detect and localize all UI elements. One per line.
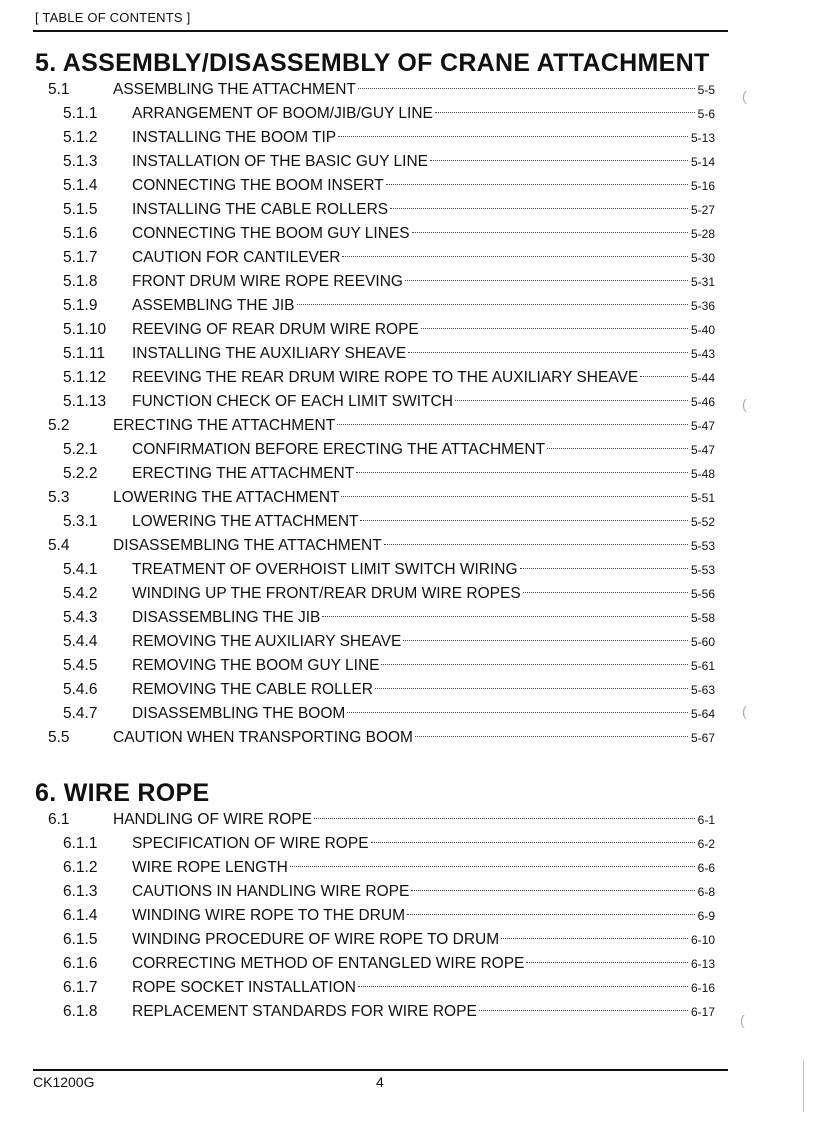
- entry-number: 5.1.7: [63, 249, 98, 266]
- entry-number: 5.2: [48, 417, 70, 434]
- entry-page: 5-36: [690, 299, 715, 313]
- entry-number: 5.1.11: [63, 345, 105, 362]
- entry-number: 5.4.5: [63, 657, 98, 674]
- dot-leader: [526, 962, 688, 963]
- entry-line: [132, 366, 715, 390]
- toc-entry[interactable]: [35, 462, 715, 486]
- toc-entry[interactable]: [35, 270, 715, 294]
- toc-entry[interactable]: [35, 222, 715, 246]
- entry-title: HANDLING OF WIRE ROPE: [113, 811, 312, 828]
- toc-entry[interactable]: [35, 366, 715, 390]
- entry-title: FUNCTION CHECK OF EACH LIMIT SWITCH: [132, 393, 453, 410]
- entry-page: 5-53: [690, 539, 715, 553]
- entry-line: [132, 198, 715, 222]
- entry-title: DISASSEMBLING THE JIB: [132, 609, 321, 626]
- entry-number: 5.1.2: [63, 129, 98, 146]
- entry-number: 5.4.3: [63, 609, 98, 626]
- entry-page: 5-58: [690, 611, 715, 625]
- entry-number: 5.1.10: [63, 321, 107, 338]
- toc-entry[interactable]: [35, 702, 715, 726]
- dot-leader: [479, 1010, 688, 1011]
- dot-leader: [386, 184, 688, 185]
- entry-page: 6-1: [697, 813, 715, 827]
- toc-entry[interactable]: [35, 414, 715, 438]
- entry-title: WINDING PROCEDURE OF WIRE ROPE TO DRUM: [132, 931, 500, 948]
- dot-leader: [435, 112, 695, 113]
- entry-page: 5-16: [690, 179, 715, 193]
- toc-entry[interactable]: [35, 678, 715, 702]
- footer-model: CK1200G: [33, 1074, 95, 1090]
- dot-leader: [358, 88, 695, 89]
- dot-leader: [381, 664, 687, 665]
- margin-mark: (: [742, 88, 747, 104]
- entry-page: 5-13: [690, 131, 715, 145]
- entry-title: CONFIRMATION BEFORE ERECTING THE ATTACHMENT: [132, 441, 546, 458]
- section-title: 5. ASSEMBLY/DISASSEMBLY OF CRANE ATTACHMENT: [35, 49, 710, 77]
- dot-leader: [520, 568, 688, 569]
- entry-title: CAUTIONS IN HANDLING WIRE ROPE: [132, 883, 410, 900]
- footer-divider: [33, 1069, 728, 1071]
- toc-entry[interactable]: [35, 808, 715, 832]
- entry-line: [132, 222, 715, 246]
- toc-entry[interactable]: [35, 654, 715, 678]
- entry-title: REMOVING THE CABLE ROLLER: [132, 681, 373, 698]
- entry-line: [113, 808, 715, 832]
- toc-entry[interactable]: [35, 510, 715, 534]
- toc-entry[interactable]: [35, 174, 715, 198]
- toc-entry[interactable]: [35, 438, 715, 462]
- entry-number: 6.1.2: [63, 859, 98, 876]
- entry-number: 5.1.12: [63, 369, 107, 386]
- entry-number: 5.1.1: [63, 105, 98, 122]
- toc-entry[interactable]: [35, 246, 715, 270]
- dot-leader: [341, 496, 687, 497]
- entry-number: 5.1.6: [63, 225, 98, 242]
- entry-page: 5-51: [690, 491, 715, 505]
- entry-title: TREATMENT OF OVERHOIST LIMIT SWITCH WIRING: [132, 561, 518, 578]
- dot-leader: [356, 472, 688, 473]
- entry-number: 5.4.1: [63, 561, 98, 578]
- entry-page: 6-10: [690, 933, 715, 947]
- entry-line: [132, 1000, 715, 1024]
- entry-title: REPLACEMENT STANDARDS FOR WIRE ROPE: [132, 1003, 477, 1020]
- entry-page: 6-13: [690, 957, 715, 971]
- entry-line: [132, 174, 715, 198]
- toc-entry[interactable]: [35, 832, 715, 856]
- toc-entry[interactable]: [35, 318, 715, 342]
- margin-mark: (: [742, 396, 747, 412]
- dot-leader: [547, 448, 688, 449]
- dot-leader: [297, 304, 688, 305]
- dot-leader: [342, 256, 688, 257]
- entry-number: 5.2.2: [63, 465, 98, 482]
- entry-number: 6.1.8: [63, 1003, 98, 1020]
- entry-number: 5.1.5: [63, 201, 98, 218]
- dot-leader: [421, 328, 688, 329]
- toc-entry[interactable]: [35, 342, 715, 366]
- entry-title: REMOVING THE AUXILIARY SHEAVE: [132, 633, 402, 650]
- entry-title: INSTALLATION OF THE BASIC GUY LINE: [132, 153, 429, 170]
- entry-title: INSTALLING THE AUXILIARY SHEAVE: [132, 345, 407, 362]
- toc-entry[interactable]: [35, 880, 715, 904]
- entry-line: [132, 102, 715, 126]
- entry-number: 5.1.8: [63, 273, 98, 290]
- entry-number: 6.1: [48, 811, 70, 828]
- page-edge-mark: [803, 1060, 804, 1112]
- entry-page: 5-63: [690, 683, 715, 697]
- toc-entry[interactable]: [35, 606, 715, 630]
- toc-entry[interactable]: [35, 582, 715, 606]
- entry-page: 5-27: [690, 203, 715, 217]
- entry-page: 6-8: [697, 885, 715, 899]
- dot-leader: [358, 986, 688, 987]
- entry-title: CONNECTING THE BOOM GUY LINES: [132, 225, 410, 242]
- toc-entry[interactable]: [35, 390, 715, 414]
- dot-leader: [412, 232, 688, 233]
- section-6: [35, 778, 715, 1024]
- toc-entry[interactable]: [35, 486, 715, 510]
- entry-title: ERECTING THE ATTACHMENT: [132, 465, 355, 482]
- entry-line: [132, 270, 715, 294]
- toc-entry[interactable]: [35, 928, 715, 952]
- toc-entry[interactable]: [35, 198, 715, 222]
- entry-title: FRONT DRUM WIRE ROPE REEVING: [132, 273, 403, 290]
- entry-title: LOWERING THE ATTACHMENT: [113, 489, 340, 506]
- entry-number: 5.4.7: [63, 705, 98, 722]
- entry-line: [132, 294, 715, 318]
- entry-page: 5-47: [690, 443, 715, 457]
- entry-page: 5-61: [690, 659, 715, 673]
- entry-number: 5.1.3: [63, 153, 98, 170]
- toc-list: [35, 808, 715, 1024]
- dot-leader: [408, 352, 688, 353]
- entry-line: [132, 438, 715, 462]
- entry-title: ERECTING THE ATTACHMENT: [113, 417, 336, 434]
- entry-title: INSTALLING THE CABLE ROLLERS: [132, 201, 389, 218]
- entry-line: [132, 342, 715, 366]
- dot-leader: [338, 136, 688, 137]
- entry-number: 5.1.4: [63, 177, 98, 194]
- section-5: [35, 48, 715, 750]
- entry-line: [132, 832, 715, 856]
- entry-number: 6.1.4: [63, 907, 98, 924]
- entry-line: [132, 246, 715, 270]
- footer-page-number: 4: [376, 1074, 384, 1090]
- toc-entry[interactable]: [35, 856, 715, 880]
- entry-page: 5-30: [690, 251, 715, 265]
- entry-title: REEVING THE REAR DRUM WIRE ROPE TO THE AUXILIARY SHEAVE: [132, 369, 639, 386]
- dot-leader: [337, 424, 688, 425]
- entry-page: 5-46: [690, 395, 715, 409]
- entry-title: WINDING WIRE ROPE TO THE DRUM: [132, 907, 405, 924]
- entry-line: [132, 150, 715, 174]
- dot-leader: [314, 818, 695, 819]
- entry-title: WIRE ROPE LENGTH: [132, 859, 288, 876]
- entry-line: [132, 630, 715, 654]
- header-label: [ TABLE OF CONTENTS ]: [35, 10, 191, 25]
- dot-leader: [501, 938, 688, 939]
- dot-leader: [405, 280, 688, 281]
- toc-entry[interactable]: [35, 294, 715, 318]
- entry-line: [132, 558, 715, 582]
- entry-number: 5.2.1: [63, 441, 98, 458]
- entry-line: [132, 880, 715, 904]
- entry-page: 5-43: [690, 347, 715, 361]
- dot-leader: [411, 890, 694, 891]
- toc-entry[interactable]: [35, 976, 715, 1000]
- dot-leader: [415, 736, 688, 737]
- entry-line: [132, 390, 715, 414]
- toc-entry[interactable]: [35, 78, 715, 102]
- entry-number: 5.1: [48, 81, 70, 98]
- entry-page: 5-60: [690, 635, 715, 649]
- entry-line: [132, 702, 715, 726]
- dot-leader: [430, 160, 688, 161]
- entry-number: 5.4.6: [63, 681, 98, 698]
- toc-entry[interactable]: [35, 126, 715, 150]
- entry-line: [132, 976, 715, 1000]
- entry-page: 5-67: [690, 731, 715, 745]
- dot-leader: [455, 400, 688, 401]
- entry-page: 5-44: [690, 371, 715, 385]
- entry-title: CONNECTING THE BOOM INSERT: [132, 177, 384, 194]
- entry-line: [132, 904, 715, 928]
- dot-leader: [360, 520, 687, 521]
- dot-leader: [523, 592, 688, 593]
- entry-number: 6.1.1: [63, 835, 98, 852]
- entry-title: ROPE SOCKET INSTALLATION: [132, 979, 356, 996]
- section-title: 6. WIRE ROPE: [35, 779, 210, 807]
- entry-page: 5-52: [690, 515, 715, 529]
- entry-title: CAUTION FOR CANTILEVER: [132, 249, 341, 266]
- entry-title: DISASSEMBLING THE ATTACHMENT: [113, 537, 382, 554]
- toc-entry[interactable]: [35, 726, 715, 750]
- entry-line: [132, 654, 715, 678]
- dot-leader: [347, 712, 688, 713]
- entry-title: ASSEMBLING THE ATTACHMENT: [113, 81, 356, 98]
- entry-title: CAUTION WHEN TRANSPORTING BOOM: [113, 729, 413, 746]
- entry-title: INSTALLING THE BOOM TIP: [132, 129, 337, 146]
- entry-page: 5-31: [690, 275, 715, 289]
- entry-number: 5.3: [48, 489, 70, 506]
- entry-page: 5-28: [690, 227, 715, 241]
- entry-title: WINDING UP THE FRONT/REAR DRUM WIRE ROPES: [132, 585, 521, 602]
- toc-entry[interactable]: [35, 102, 715, 126]
- entry-title: SPECIFICATION OF WIRE ROPE: [132, 835, 369, 852]
- dot-leader: [371, 842, 695, 843]
- dot-leader: [322, 616, 688, 617]
- entry-line: [132, 582, 715, 606]
- entry-number: 5.1.13: [63, 393, 107, 410]
- dot-leader: [640, 376, 688, 377]
- entry-title: ARRANGEMENT OF BOOM/JIB/GUY LINE: [132, 105, 433, 122]
- toc-entry[interactable]: [35, 952, 715, 976]
- entry-title: ASSEMBLING THE JIB: [132, 297, 295, 314]
- entry-number: 5.1.9: [63, 297, 98, 314]
- entry-title: LOWERING THE ATTACHMENT: [132, 513, 359, 530]
- entry-page: 5-5: [697, 83, 715, 97]
- entry-line: [132, 126, 715, 150]
- entry-page: 5-40: [690, 323, 715, 337]
- entry-line: [113, 78, 715, 102]
- entry-line: [132, 462, 715, 486]
- entry-line: [113, 414, 715, 438]
- entry-title: REEVING OF REAR DRUM WIRE ROPE: [132, 321, 419, 338]
- dot-leader: [390, 208, 688, 209]
- entry-number: 5.3.1: [63, 513, 98, 530]
- dot-leader: [403, 640, 688, 641]
- entry-page: 5-48: [690, 467, 715, 481]
- entry-line: [113, 726, 715, 750]
- entry-number: 6.1.6: [63, 955, 98, 972]
- margin-mark: (: [742, 703, 747, 719]
- entry-title: CORRECTING METHOD OF ENTANGLED WIRE ROPE: [132, 955, 525, 972]
- toc-entry[interactable]: [35, 630, 715, 654]
- entry-line: [113, 534, 715, 558]
- dot-leader: [290, 866, 695, 867]
- entry-line: [132, 318, 715, 342]
- entry-line: [132, 606, 715, 630]
- entry-page: 6-17: [690, 1005, 715, 1019]
- entry-line: [113, 486, 715, 510]
- entry-number: 6.1.3: [63, 883, 98, 900]
- entry-number: 5.4: [48, 537, 70, 554]
- toc-list: [35, 78, 715, 750]
- entry-page: 5-53: [690, 563, 715, 577]
- entry-page: 6-6: [697, 861, 715, 875]
- entry-page: 5-64: [690, 707, 715, 721]
- dot-leader: [384, 544, 688, 545]
- entry-page: 6-16: [690, 981, 715, 995]
- header-divider: [33, 30, 728, 32]
- entry-number: 6.1.5: [63, 931, 98, 948]
- entry-line: [132, 952, 715, 976]
- entry-number: 5.4.2: [63, 585, 98, 602]
- entry-page: 5-47: [690, 419, 715, 433]
- entry-page: 5-56: [690, 587, 715, 601]
- entry-number: 6.1.7: [63, 979, 98, 996]
- entry-page: 6-9: [697, 909, 715, 923]
- entry-line: [132, 928, 715, 952]
- entry-number: 5.4.4: [63, 633, 98, 650]
- entry-page: 6-2: [697, 837, 715, 851]
- toc-entry[interactable]: [35, 150, 715, 174]
- toc-entry[interactable]: [35, 558, 715, 582]
- entry-title: REMOVING THE BOOM GUY LINE: [132, 657, 380, 674]
- entry-line: [132, 856, 715, 880]
- entry-page: 5-6: [697, 107, 715, 121]
- toc-entry[interactable]: [35, 1000, 715, 1024]
- margin-mark: (: [740, 1012, 745, 1028]
- toc-entry[interactable]: [35, 904, 715, 928]
- entry-title: DISASSEMBLING THE BOOM: [132, 705, 346, 722]
- entry-line: [132, 678, 715, 702]
- entry-page: 5-14: [690, 155, 715, 169]
- dot-leader: [375, 688, 688, 689]
- entry-number: 5.5: [48, 729, 70, 746]
- toc-entry[interactable]: [35, 534, 715, 558]
- dot-leader: [407, 914, 695, 915]
- entry-line: [132, 510, 715, 534]
